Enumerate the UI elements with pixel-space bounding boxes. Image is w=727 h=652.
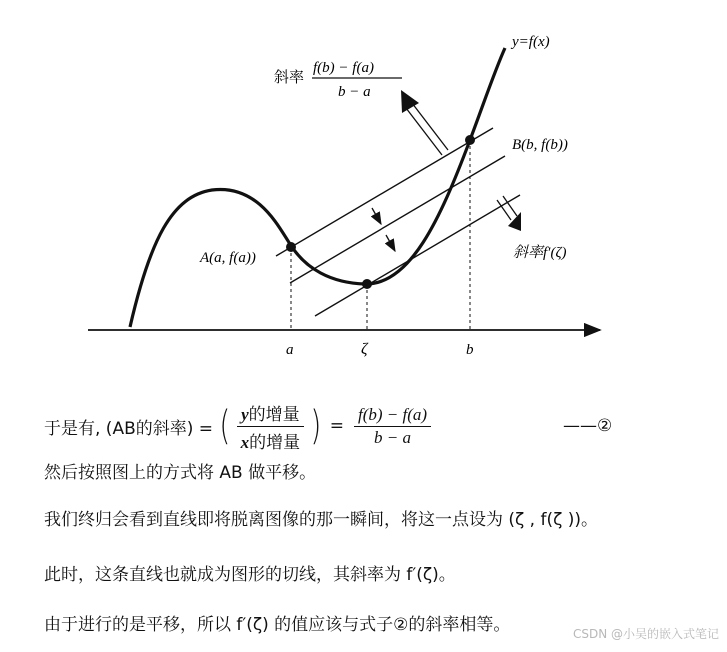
slope-ab-prefix: 斜率 [274,68,305,86]
equation-prefix: 于是有, (AB的斜率) = [44,418,214,439]
text-line-4: 由于进行的是平移，所以 f′(ζ) 的值应该与式子②的斜率相等。 [44,615,511,635]
text-line-1: 然后按照图上的方式将 AB 做平移。 [44,463,317,483]
text-line-3: 此时，这条直线也就成为图形的切线，其斜率为 f′(ζ)。 [44,565,456,585]
text-line-2: 我们终归会看到直线即将脱离图像的那一瞬间，将这一点设为 (ζ , f(ζ ))。 [44,510,599,530]
tick-label-b: b [466,342,474,358]
curve-label: y=f(x) [512,34,550,50]
slope-ab-arrow-icon [401,90,448,155]
point-a-label: A(a, f(a)) [200,250,256,266]
tick-label-a: a [286,342,294,358]
slope-ab-numerator: f(b) − f(a) [313,60,374,76]
equals-sign: = [329,416,344,436]
increment-fraction: $\frac{\text{y的增量}}{\text{x的增量}}$ [237,400,305,453]
point-zeta [362,279,372,289]
slope-ab-denominator: b − a [338,84,371,100]
equation-line: 于是有, (AB的斜率) = ( $\frac{\text{y的增量}}{\text{x的增量}}$ ) = $\frac{f(b) - f(a)}{b - a}$ ——② [44,398,612,454]
point-b [465,135,475,145]
curve-f [130,48,505,327]
slope-fraction: $\frac{f(b) - f(a)}{b - a}$ [354,405,431,448]
watermark: CSDN @小吴的嵌入式笔记 [572,627,719,641]
shifted-line [290,156,505,283]
shift-arrow-2 [386,235,395,251]
tick-label-zeta: ζ [361,341,368,358]
tangent-line [315,195,520,316]
equation-reference: ——② [563,416,613,436]
secant-ab [276,128,493,256]
slope-tangent-label: 斜率f′(ζ) [513,245,567,261]
point-b-label: B(b, f(b)) [512,137,568,153]
point-a [286,242,296,252]
shift-arrow-1 [372,208,381,224]
